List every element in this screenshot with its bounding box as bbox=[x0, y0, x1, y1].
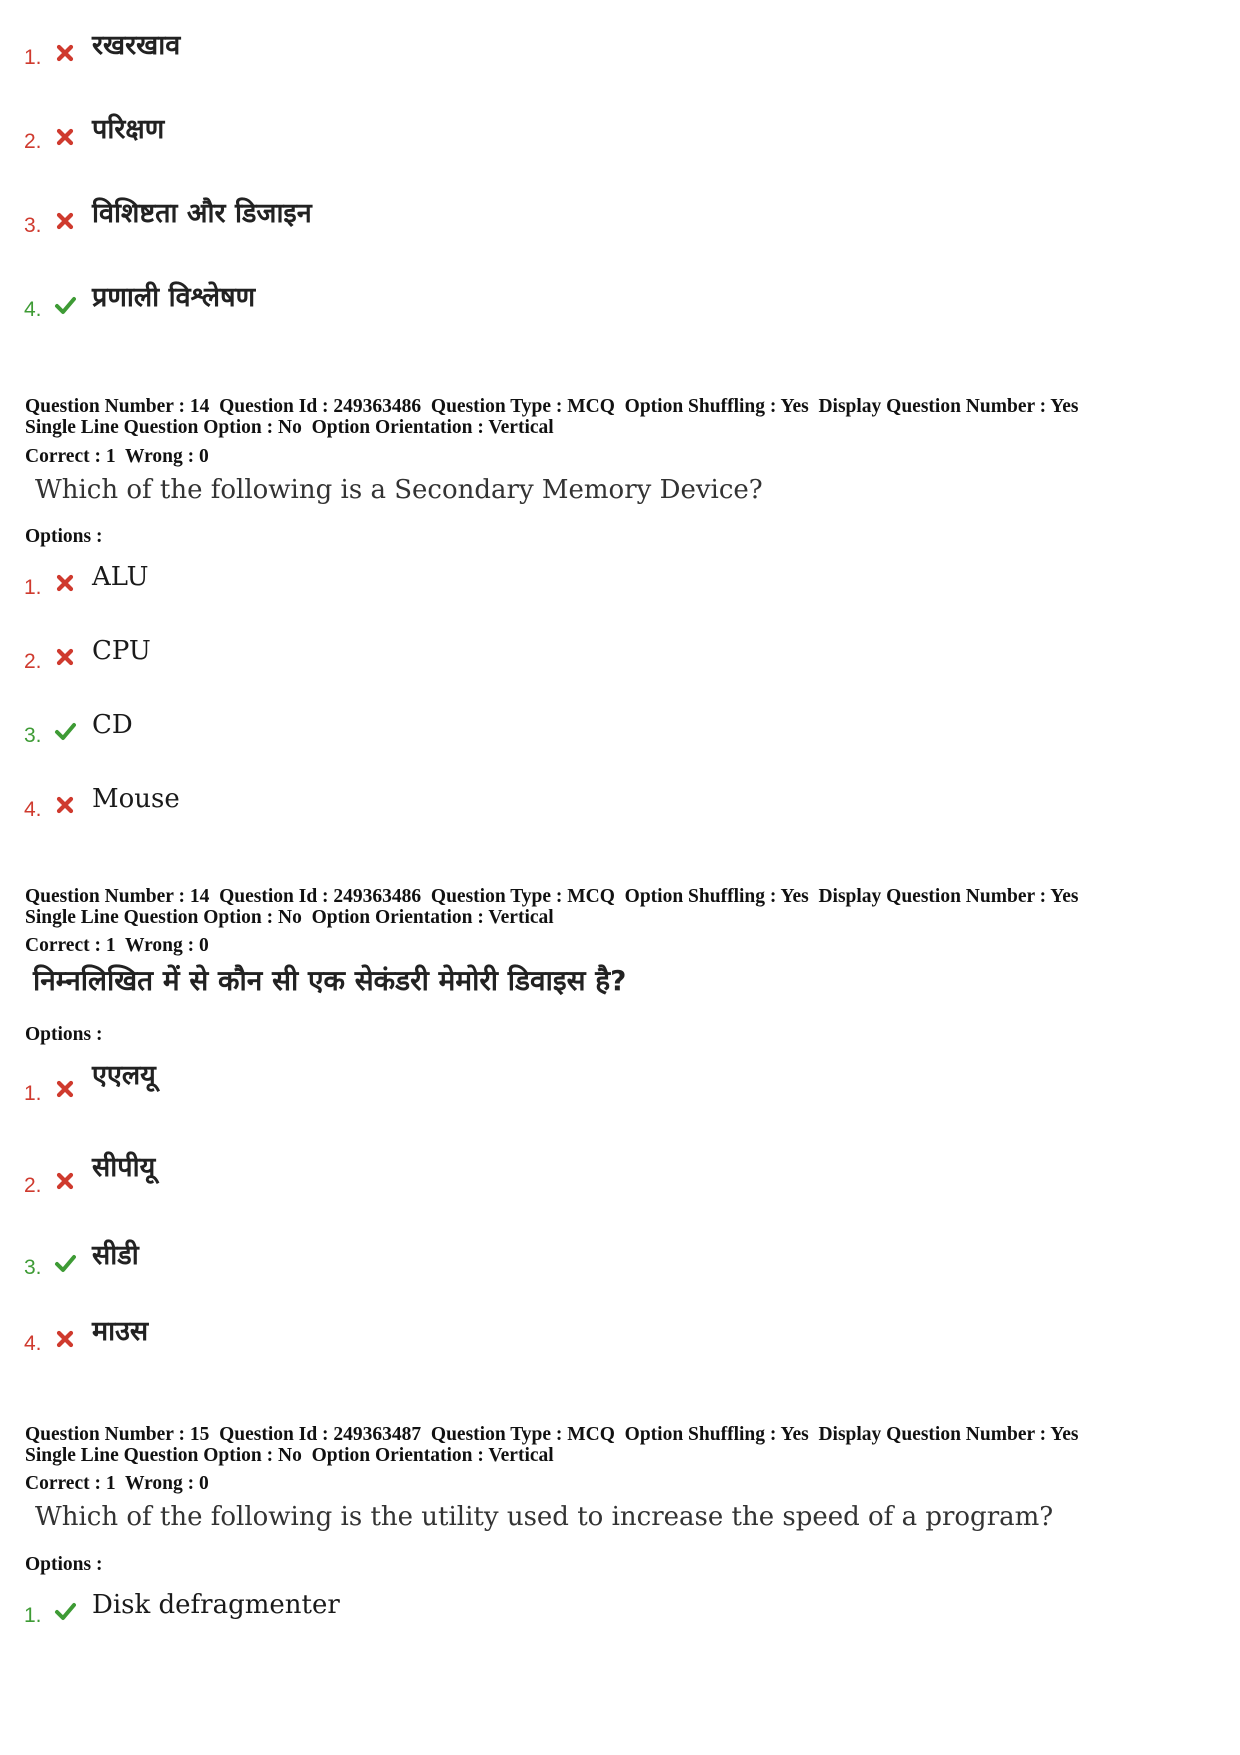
option-number: 4. bbox=[24, 1332, 42, 1355]
option-text: सीपीयू bbox=[92, 1152, 156, 1183]
question-meta-line1: Question Number : 14 Question Id : 249363486 Question Type : MCQ Option Shuffling : Yes Display Question Number : Yes bbox=[25, 886, 1079, 907]
option-text: CPU bbox=[92, 636, 151, 666]
check-icon bbox=[54, 1252, 76, 1274]
option-row bbox=[24, 24, 1124, 68]
options-label: Options : bbox=[25, 526, 103, 547]
option-number: 3. bbox=[24, 214, 42, 237]
cross-icon bbox=[54, 126, 76, 148]
option-text: विशिष्टता और डिजाइन bbox=[92, 198, 312, 229]
question-meta-line1: Question Number : 14 Question Id : 249363486 Question Type : MCQ Option Shuffling : Yes Display Question Number : Yes bbox=[25, 396, 1079, 417]
cross-icon bbox=[54, 1328, 76, 1350]
option-number: 1. bbox=[24, 1082, 42, 1105]
options-label: Options : bbox=[25, 1024, 103, 1045]
cross-icon bbox=[54, 42, 76, 64]
option-number: 4. bbox=[24, 798, 42, 821]
option-number: 4. bbox=[24, 298, 42, 321]
option-row bbox=[24, 554, 1124, 598]
option-text: माउस bbox=[92, 1316, 149, 1347]
question-meta-line2: Single Line Question Option : No Option Orientation : Vertical bbox=[25, 1445, 554, 1466]
option-number: 2. bbox=[24, 1174, 42, 1197]
option-row bbox=[24, 628, 1124, 672]
option-text: परिक्षण bbox=[92, 114, 165, 145]
option-text: सीडी bbox=[92, 1240, 139, 1271]
option-number: 1. bbox=[24, 1604, 42, 1627]
option-row bbox=[24, 1060, 1124, 1104]
option-row bbox=[24, 702, 1124, 746]
option-text: CD bbox=[92, 710, 133, 740]
option-number: 2. bbox=[24, 130, 42, 153]
option-text: एएलयू bbox=[92, 1060, 156, 1091]
check-icon bbox=[54, 294, 76, 316]
question-meta-line2: Single Line Question Option : No Option Orientation : Vertical bbox=[25, 417, 554, 438]
option-number: 3. bbox=[24, 1256, 42, 1279]
cross-icon bbox=[54, 572, 76, 594]
question-meta-line1: Question Number : 15 Question Id : 249363487 Question Type : MCQ Option Shuffling : Yes Display Question Number : Yes bbox=[25, 1424, 1079, 1445]
check-icon bbox=[54, 1600, 76, 1622]
check-icon bbox=[54, 720, 76, 742]
cross-icon bbox=[54, 1170, 76, 1192]
question-marks: Correct : 1 Wrong : 0 bbox=[25, 1473, 209, 1494]
cross-icon bbox=[54, 1078, 76, 1100]
question-text: Which of the following is a Secondary Memory Device? bbox=[35, 475, 763, 505]
option-text: ALU bbox=[92, 562, 149, 592]
option-row bbox=[24, 276, 1124, 320]
option-row bbox=[24, 192, 1124, 236]
options-label: Options : bbox=[25, 1554, 103, 1575]
option-text: रखरखाव bbox=[92, 30, 181, 61]
option-text: प्रणाली विश्लेषण bbox=[92, 282, 256, 313]
cross-icon bbox=[54, 794, 76, 816]
question-meta-line2: Single Line Question Option : No Option Orientation : Vertical bbox=[25, 907, 554, 928]
option-number: 3. bbox=[24, 724, 42, 747]
option-number: 2. bbox=[24, 650, 42, 673]
cross-icon bbox=[54, 210, 76, 232]
option-row bbox=[24, 1310, 1124, 1354]
option-number: 1. bbox=[24, 576, 42, 599]
question-marks: Correct : 1 Wrong : 0 bbox=[25, 935, 209, 956]
question-text: Which of the following is the utility used to increase the speed of a program? bbox=[35, 1502, 1054, 1532]
option-row bbox=[24, 108, 1124, 152]
option-row bbox=[24, 1234, 1124, 1278]
option-row bbox=[24, 776, 1124, 820]
option-text: Disk defragmenter bbox=[92, 1590, 340, 1620]
option-row bbox=[24, 1582, 1124, 1626]
cross-icon bbox=[54, 646, 76, 668]
question-marks: Correct : 1 Wrong : 0 bbox=[25, 446, 209, 467]
question-text: निम्नलिखित में से कौन सी एक सेकंडरी मेमोरी डिवाइस है? bbox=[33, 964, 627, 997]
option-text: Mouse bbox=[92, 784, 180, 814]
option-number: 1. bbox=[24, 46, 42, 69]
option-row bbox=[24, 1152, 1124, 1196]
